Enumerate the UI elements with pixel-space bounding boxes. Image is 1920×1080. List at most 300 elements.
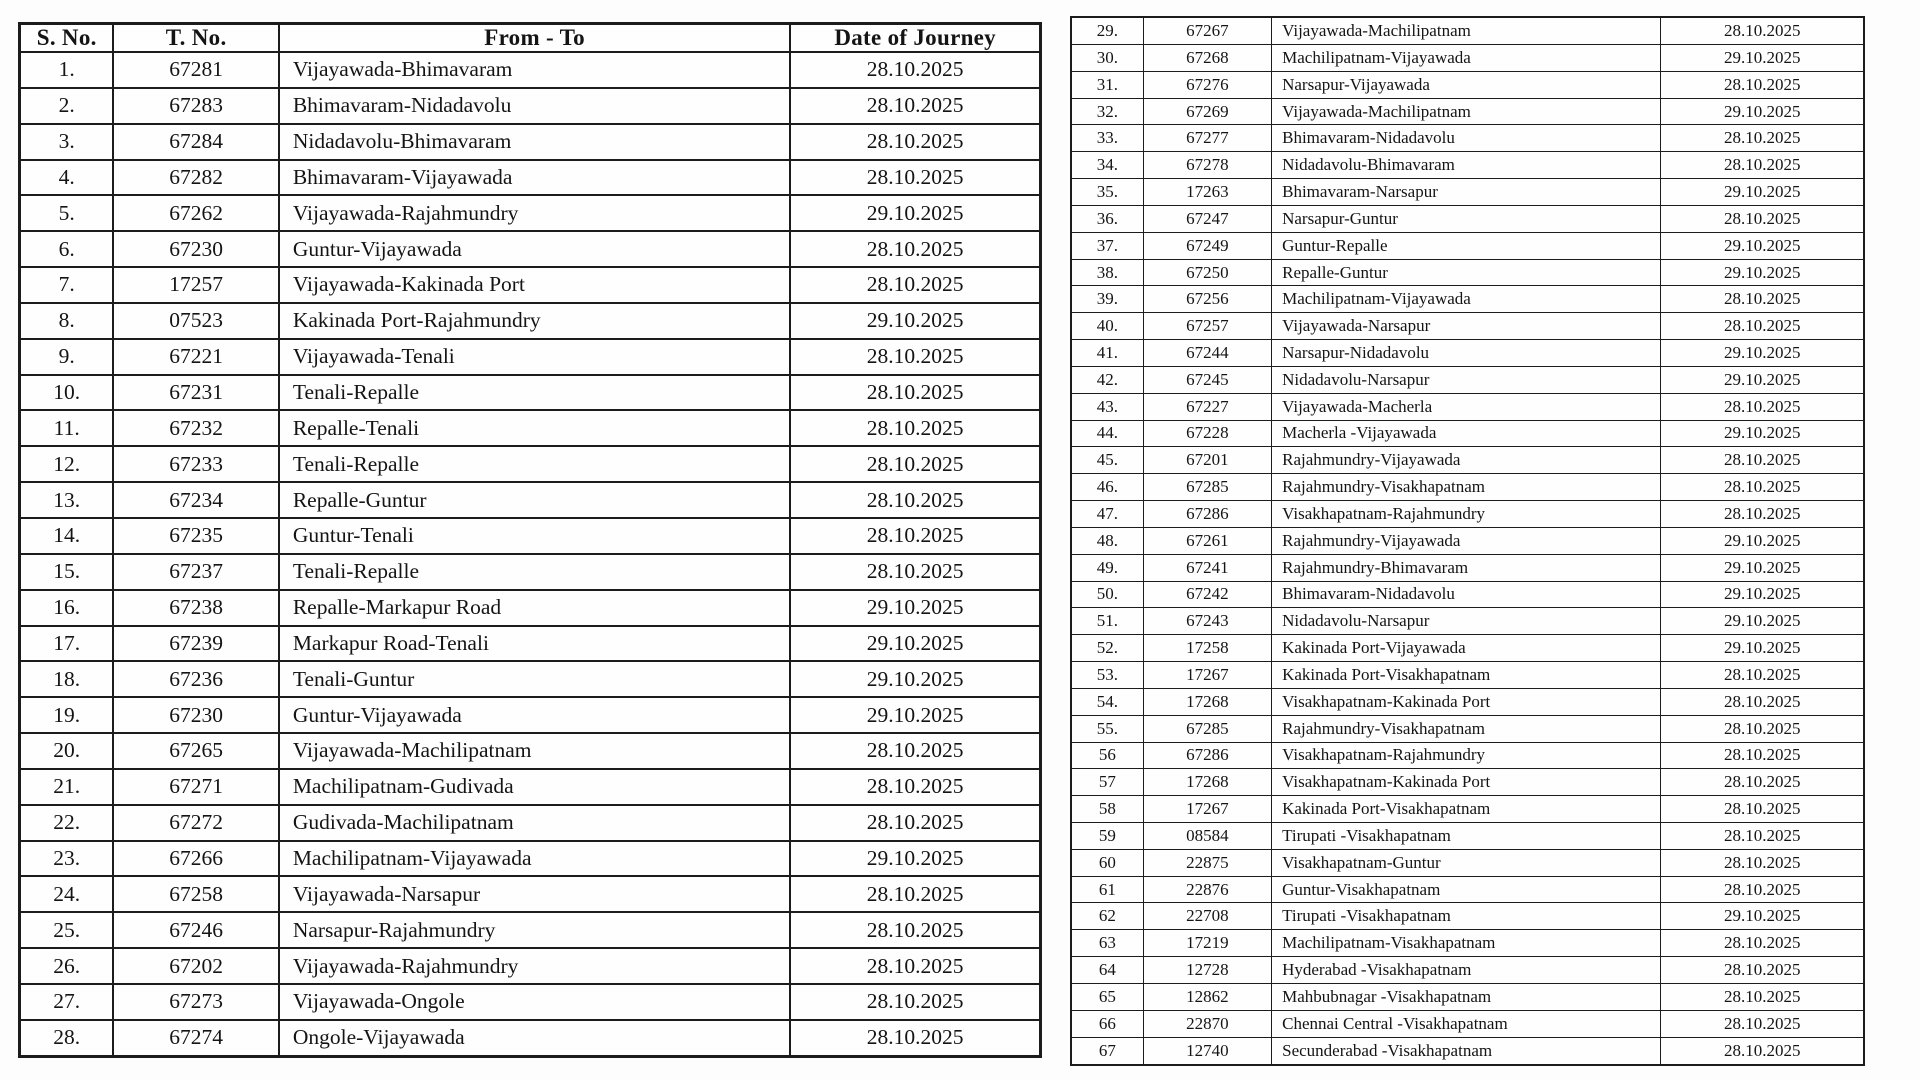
serial-no-cell: 60 bbox=[1071, 849, 1143, 876]
date-of-journey-cell: 28.10.2025 bbox=[790, 339, 1040, 375]
date-of-journey-cell: 28.10.2025 bbox=[790, 554, 1040, 590]
table-row bbox=[20, 303, 1041, 339]
serial-no-cell: 36. bbox=[1071, 205, 1143, 232]
table-row bbox=[1071, 179, 1864, 206]
table-row bbox=[20, 160, 1041, 196]
serial-no-cell: 62 bbox=[1071, 903, 1143, 930]
table-row bbox=[1071, 259, 1864, 286]
train-no-cell: 67201 bbox=[1143, 447, 1271, 474]
table-row bbox=[1071, 393, 1864, 420]
table-row bbox=[1071, 581, 1864, 608]
table-row bbox=[1071, 98, 1864, 125]
serial-no-cell: 9. bbox=[20, 339, 114, 375]
table-row bbox=[1071, 715, 1864, 742]
table-row bbox=[20, 841, 1041, 877]
serial-no-cell: 30. bbox=[1071, 44, 1143, 71]
train-no-cell: 67230 bbox=[113, 697, 278, 733]
train-no-cell: 17268 bbox=[1143, 769, 1271, 796]
date-of-journey-cell: 28.10.2025 bbox=[1661, 474, 1864, 501]
date-of-journey-cell: 28.10.2025 bbox=[790, 52, 1040, 88]
from-to-cell: Bhimavaram-Vijayawada bbox=[279, 160, 791, 196]
from-to-cell: Mahbubnagar -Visakhapatnam bbox=[1272, 983, 1661, 1010]
train-no-cell: 67257 bbox=[1143, 313, 1271, 340]
serial-no-cell: 13. bbox=[20, 482, 114, 518]
date-of-journey-cell: 29.10.2025 bbox=[1661, 527, 1864, 554]
date-of-journey-cell: 29.10.2025 bbox=[1661, 98, 1864, 125]
serial-no-cell: 48. bbox=[1071, 527, 1143, 554]
date-of-journey-cell: 28.10.2025 bbox=[790, 446, 1040, 482]
table-row bbox=[20, 52, 1041, 88]
table-row bbox=[1071, 286, 1864, 313]
train-no-cell: 67284 bbox=[113, 124, 278, 160]
table-row bbox=[1071, 366, 1864, 393]
date-of-journey-cell: 29.10.2025 bbox=[790, 697, 1040, 733]
from-to-cell: Chennai Central -Visakhapatnam bbox=[1272, 1010, 1661, 1037]
table-row bbox=[20, 733, 1041, 769]
train-no-cell: 67283 bbox=[113, 88, 278, 124]
serial-no-cell: 43. bbox=[1071, 393, 1143, 420]
from-to-cell: Guntur-Tenali bbox=[279, 518, 791, 554]
date-of-journey-cell: 28.10.2025 bbox=[790, 375, 1040, 411]
train-no-cell: 22875 bbox=[1143, 849, 1271, 876]
from-to-cell: Vijayawada-Narsapur bbox=[1272, 313, 1661, 340]
table-row bbox=[1071, 742, 1864, 769]
header-date-of-journey: Date of Journey bbox=[790, 24, 1040, 53]
date-of-journey-cell: 29.10.2025 bbox=[1661, 554, 1864, 581]
train-no-cell: 07523 bbox=[113, 303, 278, 339]
from-to-cell: Visakhapatnam-Guntur bbox=[1272, 849, 1661, 876]
date-of-journey-cell: 29.10.2025 bbox=[1661, 179, 1864, 206]
train-no-cell: 17268 bbox=[1143, 688, 1271, 715]
from-to-cell: Guntur-Visakhapatnam bbox=[1272, 876, 1661, 903]
serial-no-cell: 29. bbox=[1071, 17, 1143, 44]
date-of-journey-cell: 28.10.2025 bbox=[790, 88, 1040, 124]
train-no-cell: 67233 bbox=[113, 446, 278, 482]
table-row bbox=[1071, 957, 1864, 984]
serial-no-cell: 31. bbox=[1071, 71, 1143, 98]
date-of-journey-cell: 28.10.2025 bbox=[1661, 742, 1864, 769]
serial-no-cell: 18. bbox=[20, 661, 114, 697]
table-row bbox=[1071, 420, 1864, 447]
serial-no-cell: 40. bbox=[1071, 313, 1143, 340]
from-to-cell: Narsapur-Nidadavolu bbox=[1272, 340, 1661, 367]
table-row bbox=[20, 375, 1041, 411]
train-no-cell: 67234 bbox=[113, 482, 278, 518]
train-no-cell: 67277 bbox=[1143, 125, 1271, 152]
date-of-journey-cell: 28.10.2025 bbox=[790, 912, 1040, 948]
train-no-cell: 67261 bbox=[1143, 527, 1271, 554]
serial-no-cell: 45. bbox=[1071, 447, 1143, 474]
train-no-cell: 67243 bbox=[1143, 608, 1271, 635]
date-of-journey-cell: 29.10.2025 bbox=[1661, 903, 1864, 930]
date-of-journey-cell: 28.10.2025 bbox=[1661, 662, 1864, 689]
train-no-cell: 67221 bbox=[113, 339, 278, 375]
date-of-journey-cell: 29.10.2025 bbox=[1661, 581, 1864, 608]
date-of-journey-cell: 28.10.2025 bbox=[1661, 286, 1864, 313]
from-to-cell: Bhimavaram-Narsapur bbox=[1272, 179, 1661, 206]
from-to-cell: Repalle-Guntur bbox=[279, 482, 791, 518]
date-of-journey-cell: 29.10.2025 bbox=[1661, 635, 1864, 662]
from-to-cell: Kakinada Port-Rajahmundry bbox=[279, 303, 791, 339]
train-no-cell: 67249 bbox=[1143, 232, 1271, 259]
from-to-cell: Vijayawada-Bhimavaram bbox=[279, 52, 791, 88]
from-to-cell: Repalle-Markapur Road bbox=[279, 590, 791, 626]
table-row bbox=[20, 124, 1041, 160]
table-row bbox=[1071, 501, 1864, 528]
date-of-journey-cell: 28.10.2025 bbox=[1661, 957, 1864, 984]
from-to-cell: Machilipatnam-Visakhapatnam bbox=[1272, 930, 1661, 957]
train-no-cell: 67285 bbox=[1143, 474, 1271, 501]
serial-no-cell: 14. bbox=[20, 518, 114, 554]
from-to-cell: Tenali-Repalle bbox=[279, 375, 791, 411]
serial-no-cell: 64 bbox=[1071, 957, 1143, 984]
from-to-cell: Nidadavolu-Bhimavaram bbox=[279, 124, 791, 160]
from-to-cell: Secunderabad -Visakhapatnam bbox=[1272, 1037, 1661, 1065]
train-no-cell: 67256 bbox=[1143, 286, 1271, 313]
serial-no-cell: 10. bbox=[20, 375, 114, 411]
table-row bbox=[20, 876, 1041, 912]
serial-no-cell: 56 bbox=[1071, 742, 1143, 769]
table-row bbox=[1071, 205, 1864, 232]
train-no-cell: 17258 bbox=[1143, 635, 1271, 662]
date-of-journey-cell: 28.10.2025 bbox=[1661, 125, 1864, 152]
date-of-journey-cell: 28.10.2025 bbox=[1661, 71, 1864, 98]
serial-no-cell: 1. bbox=[20, 52, 114, 88]
train-no-cell: 67269 bbox=[1143, 98, 1271, 125]
table-row bbox=[1071, 527, 1864, 554]
date-of-journey-cell: 28.10.2025 bbox=[790, 124, 1040, 160]
serial-no-cell: 19. bbox=[20, 697, 114, 733]
from-to-cell: Kakinada Port-Visakhapatnam bbox=[1272, 662, 1661, 689]
from-to-cell: Rajahmundry-Visakhapatnam bbox=[1272, 474, 1661, 501]
from-to-cell: Machilipatnam-Vijayawada bbox=[1272, 44, 1661, 71]
date-of-journey-cell: 28.10.2025 bbox=[790, 160, 1040, 196]
table-row bbox=[20, 984, 1041, 1020]
serial-no-cell: 22. bbox=[20, 805, 114, 841]
date-of-journey-cell: 28.10.2025 bbox=[790, 482, 1040, 518]
serial-no-cell: 59 bbox=[1071, 822, 1143, 849]
from-to-cell: Bhimavaram-Nidadavolu bbox=[279, 88, 791, 124]
from-to-cell: Vijayawada-Kakinada Port bbox=[279, 267, 791, 303]
train-no-cell: 67282 bbox=[113, 160, 278, 196]
date-of-journey-cell: 28.10.2025 bbox=[1661, 876, 1864, 903]
date-of-journey-cell: 28.10.2025 bbox=[1661, 1037, 1864, 1065]
from-to-cell: Vijayawada-Rajahmundry bbox=[279, 948, 791, 984]
from-to-cell: Bhimavaram-Nidadavolu bbox=[1272, 125, 1661, 152]
from-to-cell: Repalle-Tenali bbox=[279, 410, 791, 446]
table-row bbox=[1071, 930, 1864, 957]
from-to-cell: Nidadavolu-Narsapur bbox=[1272, 608, 1661, 635]
train-no-cell: 67238 bbox=[113, 590, 278, 626]
date-of-journey-cell: 28.10.2025 bbox=[1661, 152, 1864, 179]
serial-no-cell: 25. bbox=[20, 912, 114, 948]
train-no-cell: 67202 bbox=[113, 948, 278, 984]
table-row bbox=[20, 410, 1041, 446]
train-no-cell: 67268 bbox=[1143, 44, 1271, 71]
date-of-journey-cell: 28.10.2025 bbox=[1661, 769, 1864, 796]
date-of-journey-cell: 29.10.2025 bbox=[790, 661, 1040, 697]
date-of-journey-cell: 28.10.2025 bbox=[1661, 983, 1864, 1010]
header-from-to: From - To bbox=[279, 24, 791, 53]
table-row bbox=[1071, 662, 1864, 689]
serial-no-cell: 11. bbox=[20, 410, 114, 446]
serial-no-cell: 26. bbox=[20, 948, 114, 984]
from-to-cell: Gudivada-Machilipatnam bbox=[279, 805, 791, 841]
train-no-cell: 67267 bbox=[1143, 17, 1271, 44]
serial-no-cell: 46. bbox=[1071, 474, 1143, 501]
train-no-cell: 67285 bbox=[1143, 715, 1271, 742]
train-no-cell: 67230 bbox=[113, 231, 278, 267]
date-of-journey-cell: 28.10.2025 bbox=[790, 984, 1040, 1020]
table-row bbox=[1071, 232, 1864, 259]
date-of-journey-cell: 29.10.2025 bbox=[1661, 340, 1864, 367]
table-row bbox=[20, 518, 1041, 554]
table-row bbox=[20, 482, 1041, 518]
serial-no-cell: 50. bbox=[1071, 581, 1143, 608]
table-row bbox=[20, 339, 1041, 375]
serial-no-cell: 38. bbox=[1071, 259, 1143, 286]
date-of-journey-cell: 28.10.2025 bbox=[790, 518, 1040, 554]
date-of-journey-cell: 28.10.2025 bbox=[790, 733, 1040, 769]
from-to-cell: Rajahmundry-Bhimavaram bbox=[1272, 554, 1661, 581]
from-to-cell: Machilipatnam-Gudivada bbox=[279, 769, 791, 805]
serial-no-cell: 7. bbox=[20, 267, 114, 303]
train-no-cell: 67266 bbox=[113, 841, 278, 877]
serial-no-cell: 51. bbox=[1071, 608, 1143, 635]
date-of-journey-cell: 29.10.2025 bbox=[1661, 608, 1864, 635]
train-no-cell: 67258 bbox=[113, 876, 278, 912]
serial-no-cell: 35. bbox=[1071, 179, 1143, 206]
from-to-cell: Rajahmundry-Vijayawada bbox=[1272, 527, 1661, 554]
from-to-cell: Vijayawada-Narsapur bbox=[279, 876, 791, 912]
serial-no-cell: 12. bbox=[20, 446, 114, 482]
from-to-cell: Macherla -Vijayawada bbox=[1272, 420, 1661, 447]
from-to-cell: Visakhapatnam-Rajahmundry bbox=[1272, 501, 1661, 528]
from-to-cell: Guntur-Repalle bbox=[1272, 232, 1661, 259]
from-to-cell: Nidadavolu-Narsapur bbox=[1272, 366, 1661, 393]
serial-no-cell: 27. bbox=[20, 984, 114, 1020]
table-row bbox=[1071, 152, 1864, 179]
date-of-journey-cell: 28.10.2025 bbox=[1661, 1010, 1864, 1037]
serial-no-cell: 53. bbox=[1071, 662, 1143, 689]
date-of-journey-cell: 28.10.2025 bbox=[1661, 447, 1864, 474]
serial-no-cell: 3. bbox=[20, 124, 114, 160]
table-row bbox=[1071, 822, 1864, 849]
table-row bbox=[20, 948, 1041, 984]
train-no-cell: 17263 bbox=[1143, 179, 1271, 206]
date-of-journey-cell: 28.10.2025 bbox=[790, 231, 1040, 267]
date-of-journey-cell: 28.10.2025 bbox=[1661, 205, 1864, 232]
serial-no-cell: 4. bbox=[20, 160, 114, 196]
table-row bbox=[1071, 340, 1864, 367]
date-of-journey-cell: 28.10.2025 bbox=[1661, 688, 1864, 715]
table-row bbox=[20, 195, 1041, 231]
date-of-journey-cell: 29.10.2025 bbox=[790, 195, 1040, 231]
train-no-cell: 67231 bbox=[113, 375, 278, 411]
date-of-journey-cell: 29.10.2025 bbox=[790, 590, 1040, 626]
table-row bbox=[20, 446, 1041, 482]
serial-no-cell: 63 bbox=[1071, 930, 1143, 957]
date-of-journey-cell: 28.10.2025 bbox=[1661, 17, 1864, 44]
serial-no-cell: 5. bbox=[20, 195, 114, 231]
table-row bbox=[1071, 903, 1864, 930]
header-serial-no: S. No. bbox=[20, 24, 114, 53]
serial-no-cell: 34. bbox=[1071, 152, 1143, 179]
table-row bbox=[20, 769, 1041, 805]
train-no-cell: 17219 bbox=[1143, 930, 1271, 957]
serial-no-cell: 21. bbox=[20, 769, 114, 805]
date-of-journey-cell: 29.10.2025 bbox=[790, 841, 1040, 877]
from-to-cell: Rajahmundry-Visakhapatnam bbox=[1272, 715, 1661, 742]
train-no-cell: 67271 bbox=[113, 769, 278, 805]
date-of-journey-cell: 29.10.2025 bbox=[790, 626, 1040, 662]
train-no-cell: 17257 bbox=[113, 267, 278, 303]
table-row bbox=[1071, 313, 1864, 340]
train-no-cell: 67247 bbox=[1143, 205, 1271, 232]
serial-no-cell: 6. bbox=[20, 231, 114, 267]
date-of-journey-cell: 28.10.2025 bbox=[1661, 393, 1864, 420]
train-no-cell: 12728 bbox=[1143, 957, 1271, 984]
table-row bbox=[1071, 983, 1864, 1010]
serial-no-cell: 47. bbox=[1071, 501, 1143, 528]
from-to-cell: Machilipatnam-Vijayawada bbox=[1272, 286, 1661, 313]
from-to-cell: Hyderabad -Visakhapatnam bbox=[1272, 957, 1661, 984]
from-to-cell: Vijayawada-Tenali bbox=[279, 339, 791, 375]
date-of-journey-cell: 28.10.2025 bbox=[790, 410, 1040, 446]
table-row bbox=[1071, 554, 1864, 581]
serial-no-cell: 16. bbox=[20, 590, 114, 626]
table-row bbox=[1071, 688, 1864, 715]
serial-no-cell: 52. bbox=[1071, 635, 1143, 662]
train-no-cell: 22870 bbox=[1143, 1010, 1271, 1037]
from-to-cell: Vijayawada-Ongole bbox=[279, 984, 791, 1020]
from-to-cell: Vijayawada-Machilipatnam bbox=[1272, 98, 1661, 125]
serial-no-cell: 61 bbox=[1071, 876, 1143, 903]
date-of-journey-cell: 28.10.2025 bbox=[790, 267, 1040, 303]
serial-no-cell: 17. bbox=[20, 626, 114, 662]
train-no-cell: 67242 bbox=[1143, 581, 1271, 608]
table-row bbox=[20, 231, 1041, 267]
from-to-cell: Vijayawada-Machilipatnam bbox=[279, 733, 791, 769]
train-no-cell: 08584 bbox=[1143, 822, 1271, 849]
date-of-journey-cell: 28.10.2025 bbox=[1661, 796, 1864, 823]
date-of-journey-cell: 28.10.2025 bbox=[1661, 930, 1864, 957]
table-row bbox=[20, 88, 1041, 124]
from-to-cell: Ongole-Vijayawada bbox=[279, 1020, 791, 1057]
date-of-journey-cell: 28.10.2025 bbox=[790, 805, 1040, 841]
train-no-cell: 67239 bbox=[113, 626, 278, 662]
train-no-cell: 22876 bbox=[1143, 876, 1271, 903]
table-row bbox=[20, 912, 1041, 948]
header-train-no: T. No. bbox=[113, 24, 278, 53]
train-no-cell: 67245 bbox=[1143, 366, 1271, 393]
train-no-cell: 67228 bbox=[1143, 420, 1271, 447]
cancelled-trains-table-right-wrap bbox=[1070, 16, 1865, 1066]
train-no-cell: 67244 bbox=[1143, 340, 1271, 367]
table-row bbox=[1071, 796, 1864, 823]
train-no-cell: 67232 bbox=[113, 410, 278, 446]
table-row bbox=[1071, 447, 1864, 474]
serial-no-cell: 8. bbox=[20, 303, 114, 339]
table-row bbox=[1071, 849, 1864, 876]
train-no-cell: 67272 bbox=[113, 805, 278, 841]
from-to-cell: Tirupati -Visakhapatnam bbox=[1272, 903, 1661, 930]
table-row bbox=[20, 1020, 1041, 1057]
table-row bbox=[1071, 876, 1864, 903]
train-no-cell: 67246 bbox=[113, 912, 278, 948]
date-of-journey-cell: 29.10.2025 bbox=[790, 303, 1040, 339]
date-of-journey-cell: 28.10.2025 bbox=[790, 948, 1040, 984]
table-row bbox=[1071, 71, 1864, 98]
serial-no-cell: 39. bbox=[1071, 286, 1143, 313]
from-to-cell: Tenali-Repalle bbox=[279, 554, 791, 590]
train-no-cell: 12862 bbox=[1143, 983, 1271, 1010]
train-no-cell: 67262 bbox=[113, 195, 278, 231]
train-no-cell: 67286 bbox=[1143, 501, 1271, 528]
from-to-cell: Vijayawada-Rajahmundry bbox=[279, 195, 791, 231]
train-no-cell: 67237 bbox=[113, 554, 278, 590]
serial-no-cell: 20. bbox=[20, 733, 114, 769]
table-row bbox=[20, 661, 1041, 697]
serial-no-cell: 67 bbox=[1071, 1037, 1143, 1065]
serial-no-cell: 54. bbox=[1071, 688, 1143, 715]
table-row bbox=[1071, 1010, 1864, 1037]
date-of-journey-cell: 28.10.2025 bbox=[1661, 715, 1864, 742]
date-of-journey-cell: 28.10.2025 bbox=[790, 769, 1040, 805]
cancelled-trains-table-right bbox=[1070, 16, 1865, 1066]
date-of-journey-cell: 29.10.2025 bbox=[1661, 232, 1864, 259]
serial-no-cell: 44. bbox=[1071, 420, 1143, 447]
train-no-cell: 67276 bbox=[1143, 71, 1271, 98]
serial-no-cell: 28. bbox=[20, 1020, 114, 1057]
serial-no-cell: 65 bbox=[1071, 983, 1143, 1010]
from-to-cell: Markapur Road-Tenali bbox=[279, 626, 791, 662]
date-of-journey-cell: 28.10.2025 bbox=[790, 876, 1040, 912]
table-row bbox=[1071, 1037, 1864, 1065]
table-header-row bbox=[20, 24, 1041, 53]
date-of-journey-cell: 28.10.2025 bbox=[1661, 849, 1864, 876]
from-to-cell: Guntur-Vijayawada bbox=[279, 231, 791, 267]
train-no-cell: 67250 bbox=[1143, 259, 1271, 286]
serial-no-cell: 24. bbox=[20, 876, 114, 912]
train-no-cell: 67236 bbox=[113, 661, 278, 697]
serial-no-cell: 49. bbox=[1071, 554, 1143, 581]
cancelled-trains-table-left bbox=[18, 22, 1042, 1058]
table-row bbox=[20, 805, 1041, 841]
table-row bbox=[1071, 608, 1864, 635]
from-to-cell: Tirupati -Visakhapatnam bbox=[1272, 822, 1661, 849]
from-to-cell: Narsapur-Rajahmundry bbox=[279, 912, 791, 948]
serial-no-cell: 15. bbox=[20, 554, 114, 590]
serial-no-cell: 33. bbox=[1071, 125, 1143, 152]
serial-no-cell: 66 bbox=[1071, 1010, 1143, 1037]
train-no-cell: 67227 bbox=[1143, 393, 1271, 420]
from-to-cell: Kakinada Port-Visakhapatnam bbox=[1272, 796, 1661, 823]
from-to-cell: Narsapur-Guntur bbox=[1272, 205, 1661, 232]
table-row bbox=[1071, 474, 1864, 501]
serial-no-cell: 32. bbox=[1071, 98, 1143, 125]
date-of-journey-cell: 28.10.2025 bbox=[790, 1020, 1040, 1057]
train-no-cell: 67281 bbox=[113, 52, 278, 88]
table-row bbox=[20, 267, 1041, 303]
train-no-cell: 12740 bbox=[1143, 1037, 1271, 1065]
date-of-journey-cell: 29.10.2025 bbox=[1661, 366, 1864, 393]
date-of-journey-cell: 29.10.2025 bbox=[1661, 420, 1864, 447]
date-of-journey-cell: 29.10.2025 bbox=[1661, 259, 1864, 286]
table-row bbox=[20, 626, 1041, 662]
from-to-cell: Vijayawada-Macherla bbox=[1272, 393, 1661, 420]
serial-no-cell: 55. bbox=[1071, 715, 1143, 742]
